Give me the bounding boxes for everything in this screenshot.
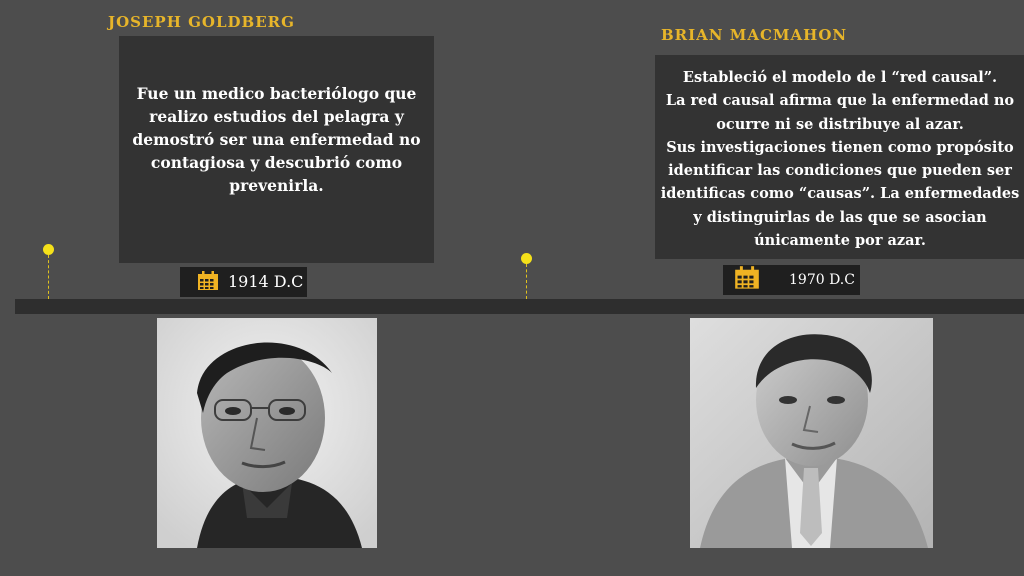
entry-2-description-line: identificar las condiciones que pueden ser [668, 162, 1012, 180]
entry-2-description-line: La red causal afirma que la enfermedad no [665, 92, 1015, 110]
entry-1-description-line: prevenirla. [229, 176, 324, 195]
entry-2-description-line: Estableció el modelo de l “red causal”. [682, 69, 998, 86]
entry-1-description-card [119, 36, 434, 263]
calendar-icon [197, 271, 219, 291]
entry-1-description-line: Fue un medico bacteriólogo que [136, 84, 417, 103]
portrait-brian-macmahon [690, 318, 933, 548]
entry-2-description-card [655, 55, 1024, 259]
entry-2-description-line: únicamente por azar. [754, 232, 926, 250]
entry-1-description-line: demostró ser una enfermedad no [132, 130, 421, 149]
entry-2-description-line: ocurre ni se distribuye al azar. [716, 115, 964, 133]
entry-1-date: 1914 D.C [228, 272, 304, 291]
entry-2-name: BRIAN MACMAHON [661, 26, 848, 44]
entry-1-description-line: contagiosa y descubrió como [150, 153, 403, 172]
timeline-pin-dot [43, 244, 54, 255]
entry-2-description-line: Sus investigaciones tienen como propósito [666, 138, 1014, 156]
entry-1-date-badge [180, 267, 307, 297]
timeline-pin-line [48, 255, 49, 299]
timeline-pin-dot [521, 253, 532, 264]
calendar-icon [734, 266, 760, 290]
timeline-pin-line [526, 264, 527, 299]
entry-2-description-line: y distinguirlas de las que se asocian [693, 208, 987, 226]
portrait-joseph-goldberg [157, 318, 377, 548]
entry-1-name: JOSEPH GOLDBERG [108, 13, 295, 31]
timeline-bar [15, 299, 1024, 314]
entry-2-description-line: identificas como “causas”. La enfermedades [660, 185, 1020, 203]
entry-1-description-line: realizo estudios del pelagra y [149, 107, 404, 126]
entry-2-date: 1970 D.C [789, 272, 855, 288]
entry-2-date-badge [723, 265, 860, 295]
